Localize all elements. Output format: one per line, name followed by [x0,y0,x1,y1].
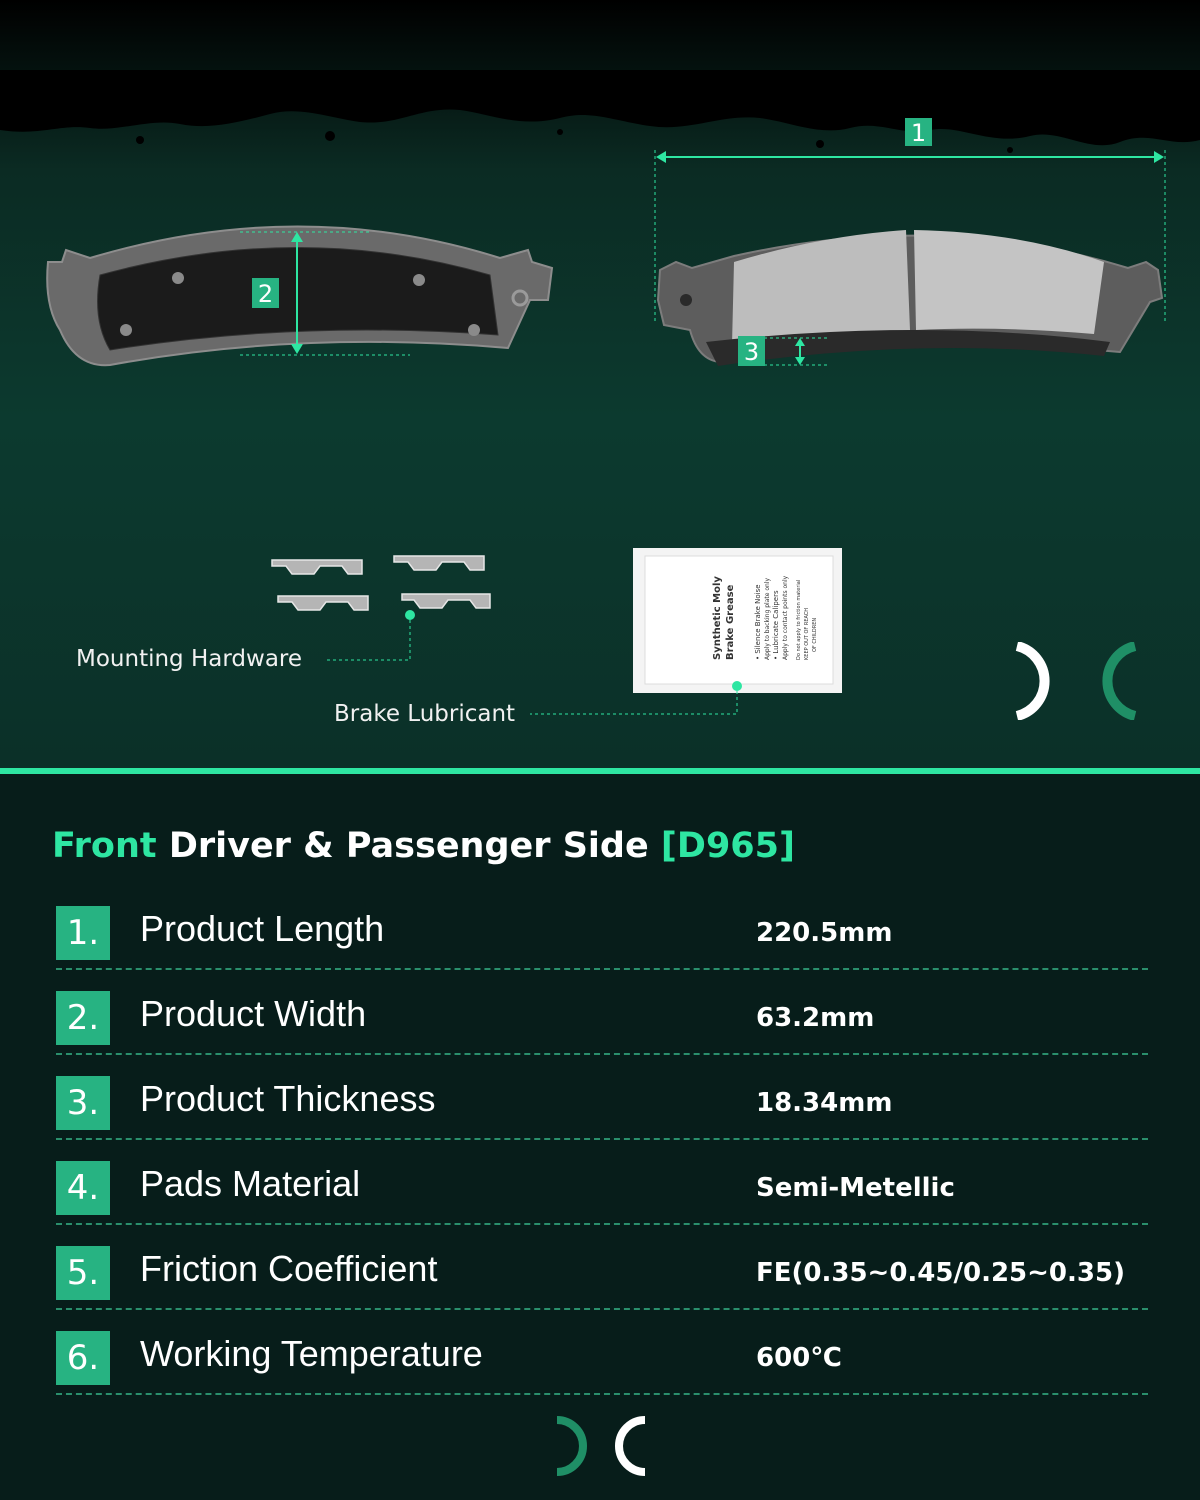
row-divider [56,1223,1148,1225]
mounting-hardware-label: Mounting Hardware [76,646,303,672]
spec-value: 600℃ [756,1343,842,1373]
spec-value: 63.2mm [756,1003,875,1033]
spec-label: Pads Material [140,1163,361,1204]
spec-number: 3. [56,1076,110,1130]
spec-number: 2. [56,991,110,1045]
spec-label: Product Thickness [140,1078,436,1119]
packet-line-4: Apply to backing plate only [764,577,771,660]
spec-number: 4. [56,1161,110,1215]
mounting-hardware-clips [272,556,490,610]
page-title [52,826,795,866]
spec-value: 18.34mm [756,1088,893,1118]
spec-row-temperature [56,1327,1148,1412]
spec-label: Product Width [140,993,367,1034]
spec-value: 220.5mm [756,918,893,948]
packet-line-9: OF CHILDREN [812,617,818,652]
spec-row-length [56,902,1148,987]
row-divider [56,968,1148,970]
row-divider [56,1053,1148,1055]
packet-line-5: • Lubricate Calipers [772,590,780,660]
title-main: Driver & Passenger Side [168,826,649,866]
brake-lubricant-label: Brake Lubricant [334,701,516,727]
hardware-pointer-dot [405,610,415,620]
spec-value: FE(0.35~0.45/0.25~0.35) [756,1258,1125,1288]
lubricant-packet [633,548,842,693]
spec-label: Friction Coefficient [140,1248,438,1289]
row-divider [56,1138,1148,1140]
packet-line-8: KEEP OUT OF REACH [804,607,810,660]
packet-line-6: Apply to contact points only [782,575,789,660]
row-divider [56,1308,1148,1310]
spec-number: 6. [56,1331,110,1385]
brand-logo-icon [1015,642,1137,720]
spec-value: Semi-Metellic [756,1173,955,1203]
title-accent: Front [52,826,157,866]
spec-row-friction [56,1242,1148,1327]
packet-line-7: Do not apply to friction material [796,579,802,660]
spec-label: Product Length [140,908,385,949]
row-divider [56,1393,1148,1395]
marker-3: 3 [743,338,760,366]
packet-line-3: • Silence Brake Noise [754,584,762,660]
lubricant-pointer-dot [732,681,742,691]
marker-2: 2 [257,280,274,308]
spec-row-thickness [56,1072,1148,1157]
spec-row-material [56,1157,1148,1242]
spec-number: 5. [56,1246,110,1300]
marker-1: 1 [910,119,927,147]
spec-number: 1. [56,906,110,960]
spec-row-width [56,987,1148,1072]
brand-logo-icon [555,1416,647,1476]
packet-line-1: Synthetic Moly [712,576,723,660]
pad-front-view [658,230,1162,366]
title-code: [D965] [660,826,796,866]
spec-label: Working Temperature [140,1333,483,1374]
packet-line-2: Brake Grease [725,584,736,660]
brake-pad-diagram [0,100,1200,400]
